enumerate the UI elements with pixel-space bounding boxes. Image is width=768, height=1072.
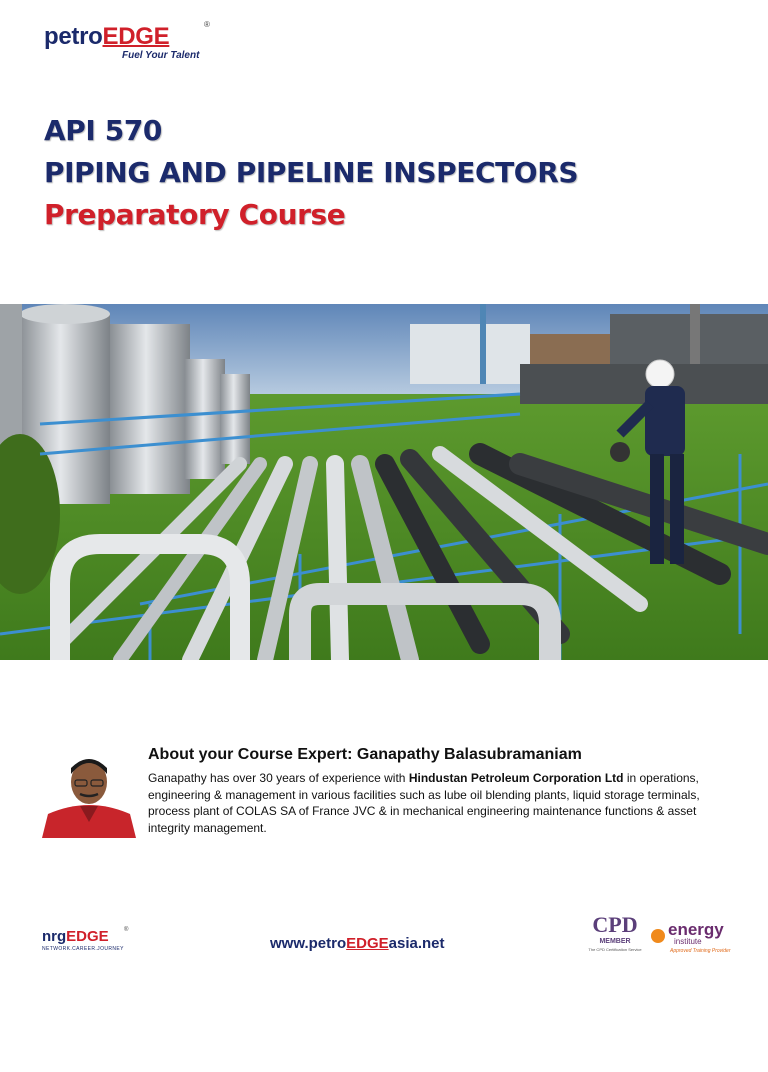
svg-text:CPD: CPD — [592, 912, 638, 937]
svg-text:The CPD Certification Service: The CPD Certification Service — [588, 947, 642, 952]
course-title-line1: API 570 — [44, 114, 163, 147]
expert-portrait-photo — [42, 750, 136, 838]
course-subtitle: Preparatory Course — [44, 198, 346, 231]
expert-heading: About your Course Expert: Ganapathy Balasubramaniam — [148, 746, 582, 763]
cpd-member-badge — [588, 910, 642, 960]
expert-bio: Ganapathy has over 30 years of experience with Hindustan Petroleum Corporation Ltd in operations, engineering & management in various facilities such as lube oil blending plants, liquid storage terminals, process plant of COLAS SA of France JVC & in mechanical engineering maintenance functions & asset integrity management. — [148, 771, 700, 835]
course-title-line2: PIPING AND PIPELINE INSPECTORS — [44, 156, 579, 189]
energy-institute-emblem-icon — [651, 929, 665, 943]
registered-mark: ® — [204, 20, 210, 29]
website-link[interactable]: www.petroEDGEasia.net — [270, 935, 445, 952]
svg-text:energy: energy — [668, 920, 724, 939]
petroedge-logo — [44, 20, 224, 66]
hero-pipeline-photo — [0, 304, 768, 660]
nrgedge-tagline: NETWORK.CAREER.JOURNEY — [42, 946, 124, 952]
svg-text:Approved Training Provider: Approved Training Provider — [670, 948, 731, 954]
nrgedge-logo: nrgEDGE ® NETWORK.CAREER.JOURNEY — [42, 927, 129, 952]
svg-text:MEMBER: MEMBER — [599, 938, 631, 945]
energy-institute-badge — [648, 916, 748, 956]
logo-tagline: Fuel Your Talent — [122, 50, 200, 61]
logo-wordmark: petroEDGE — [44, 23, 170, 50]
expert-company: Hindustan Petroleum Corporation Ltd — [408, 771, 624, 785]
svg-text:institute: institute — [674, 937, 702, 946]
